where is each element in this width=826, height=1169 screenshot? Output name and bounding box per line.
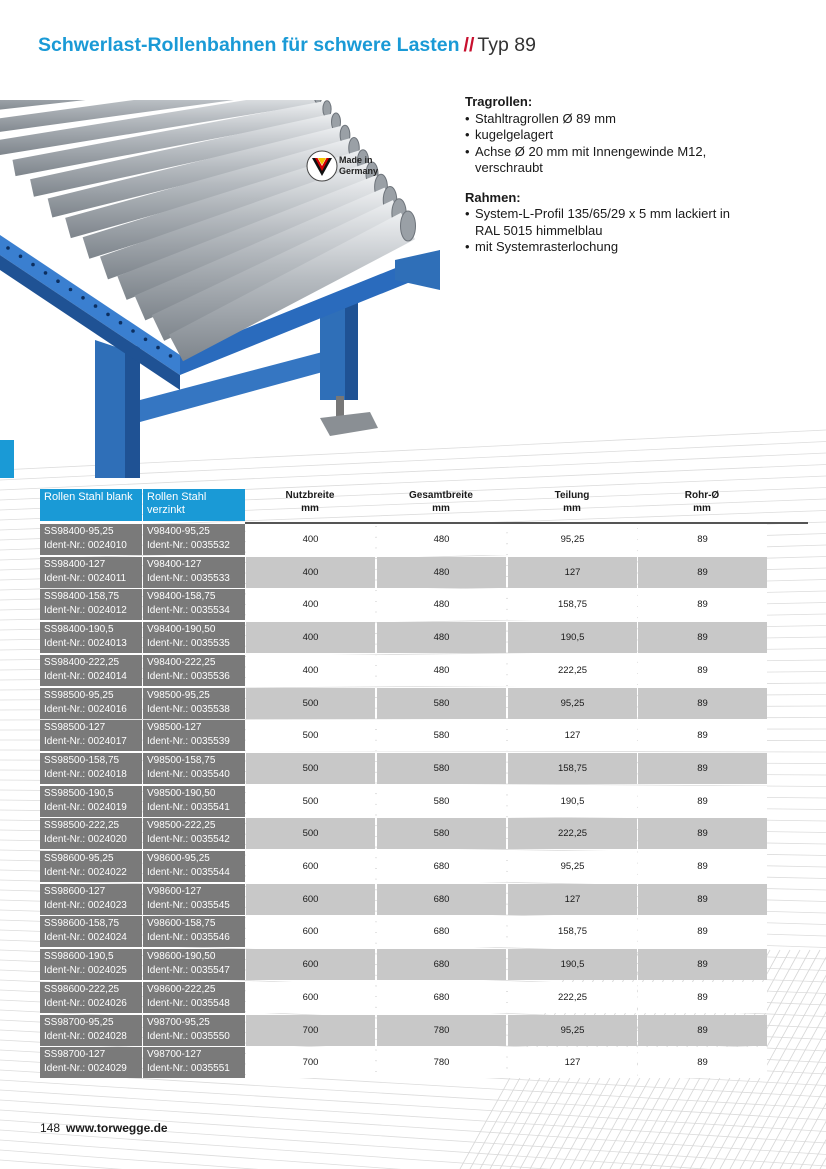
cell-rohr (638, 884, 767, 915)
cell-verzinkt-text: Ident-Nr.: 0035546 (147, 932, 230, 944)
cell-blank-text: SS98400-158,75 (44, 591, 120, 603)
rahmen-list (465, 206, 765, 256)
cell-gesamtbreite-text: 580 (433, 762, 450, 774)
cell-nutzbreite (246, 916, 375, 947)
cell-gesamtbreite (377, 1047, 506, 1078)
cell-blank (40, 753, 142, 784)
cell-gesamtbreite (377, 884, 506, 915)
cell-teilung (508, 557, 637, 588)
cell-verzinkt-text: Ident-Nr.: 0035547 (147, 965, 230, 977)
cell-verzinkt-text: V98600-222,25 (147, 983, 216, 995)
cell-nutzbreite-text: 400 (302, 632, 319, 644)
cell-verzinkt-text: V98500-158,75 (147, 754, 216, 766)
cell-verzinkt-text: Ident-Nr.: 0035535 (147, 638, 230, 650)
cell-rohr (638, 982, 767, 1013)
cell-nutzbreite (246, 982, 375, 1013)
cell-rohr (638, 949, 767, 980)
cell-nutzbreite-text: 700 (302, 1057, 319, 1069)
cell-gesamtbreite (377, 818, 506, 849)
cell-rohr (638, 818, 767, 849)
cell-teilung-text: 222,25 (557, 828, 588, 840)
cell-blank (40, 622, 142, 653)
cell-teilung (508, 818, 637, 849)
header-rollen-verzinkt: Rollen Stahl verzinkt (143, 489, 245, 521)
cell-blank (40, 589, 142, 620)
cell-teilung (508, 851, 637, 882)
cell-blank-text: Ident-Nr.: 0024029 (44, 1063, 127, 1075)
table-row (40, 884, 767, 915)
table-row (40, 655, 767, 686)
cell-nutzbreite-text: 400 (302, 566, 319, 578)
cell-teilung-text: 190,5 (560, 959, 585, 971)
cell-blank-text: Ident-Nr.: 0024022 (44, 867, 127, 878)
cell-verzinkt (143, 851, 245, 882)
cell-rohr (638, 753, 767, 784)
cell-blank-text: Ident-Nr.: 0024020 (44, 834, 127, 846)
badge-line-1: Made in (339, 155, 373, 165)
cell-nutzbreite (246, 688, 375, 719)
table-row (40, 851, 767, 882)
cell-blank-text: SS98600-127 (44, 885, 106, 897)
cell-blank-text: Ident-Nr.: 0024025 (44, 965, 127, 977)
cell-rohr-text: 89 (697, 1024, 708, 1036)
cell-blank-text: SS98500-127 (44, 722, 106, 734)
cell-teilung (508, 622, 637, 653)
cell-teilung-text: 95,25 (560, 1024, 585, 1036)
cell-blank-text: SS98400-95,25 (44, 526, 114, 537)
page-number: 148 (40, 1121, 61, 1135)
cell-rohr-text: 89 (697, 1057, 708, 1069)
cell-verzinkt (143, 557, 245, 588)
page-footer (40, 1121, 168, 1135)
cell-verzinkt-text: V98500-127 (147, 722, 202, 734)
cell-verzinkt-text: V98400-222,25 (147, 656, 216, 668)
cell-blank (40, 557, 142, 588)
cell-verzinkt-text: Ident-Nr.: 0035534 (147, 605, 230, 617)
cell-gesamtbreite (377, 589, 506, 620)
table-row (40, 753, 767, 784)
cell-nutzbreite-text: 600 (302, 861, 319, 872)
cell-verzinkt-text: Ident-Nr.: 0035551 (147, 1063, 230, 1075)
cell-nutzbreite (246, 851, 375, 882)
table-row (40, 916, 767, 947)
cell-teilung (508, 949, 637, 980)
cell-teilung-text: 95,25 (560, 861, 585, 872)
cell-blank-text: SS98500-95,25 (44, 689, 114, 701)
cell-teilung-text: 222,25 (557, 991, 588, 1003)
cell-rohr-text: 89 (697, 893, 708, 905)
spec-item: • System-L-Profil 135/65/29 x 5 mm lackiert in (465, 206, 765, 223)
table-row (40, 688, 767, 719)
header-rollen-blank: Rollen Stahl blank (40, 489, 142, 521)
cell-gesamtbreite-text: 680 (433, 959, 450, 971)
cell-verzinkt-text: V98600-95,25 (147, 853, 210, 864)
cell-gesamtbreite (377, 524, 506, 555)
table-row (40, 818, 767, 849)
cell-blank-text: Ident-Nr.: 0024028 (44, 1030, 127, 1042)
cell-rohr (638, 786, 767, 817)
cell-nutzbreite (246, 1047, 375, 1078)
cell-nutzbreite (246, 786, 375, 817)
cell-nutzbreite-text: 600 (302, 893, 319, 905)
cell-teilung-text: 127 (564, 1057, 581, 1069)
cell-blank (40, 884, 142, 915)
cell-nutzbreite-text: 600 (302, 926, 319, 938)
cell-verzinkt-text: Ident-Nr.: 0035545 (147, 899, 230, 911)
table-row (40, 524, 767, 555)
cell-gesamtbreite-text: 480 (433, 534, 450, 545)
cell-blank-text: Ident-Nr.: 0024010 (44, 540, 127, 551)
cell-verzinkt (143, 524, 245, 555)
cell-rohr-text: 89 (697, 861, 708, 872)
cell-verzinkt (143, 753, 245, 784)
cell-gesamtbreite (377, 982, 506, 1013)
table-row (40, 1015, 767, 1046)
cell-gesamtbreite-text: 480 (433, 599, 450, 611)
cell-gesamtbreite (377, 949, 506, 980)
side-color-tab (0, 440, 14, 478)
cell-verzinkt (143, 916, 245, 947)
cell-gesamtbreite-text: 480 (433, 566, 450, 578)
cell-blank-text: SS98600-158,75 (44, 918, 120, 930)
cell-verzinkt-text: V98400-158,75 (147, 591, 216, 603)
cell-teilung (508, 753, 637, 784)
cell-rohr-text: 89 (697, 566, 708, 578)
cell-nutzbreite (246, 1015, 375, 1046)
spec-item-continuation: verschraubt (475, 160, 543, 175)
cell-gesamtbreite-text: 680 (433, 926, 450, 938)
cell-verzinkt-text: Ident-Nr.: 0035540 (147, 768, 230, 780)
cell-teilung-text: 190,5 (560, 632, 585, 644)
table-row (40, 720, 767, 751)
cell-verzinkt-text: Ident-Nr.: 0035533 (147, 572, 230, 584)
cell-verzinkt-text: Ident-Nr.: 0035550 (147, 1030, 230, 1042)
cell-rohr (638, 916, 767, 947)
cell-verzinkt (143, 1015, 245, 1046)
cell-nutzbreite-text: 700 (302, 1024, 319, 1036)
cell-nutzbreite-text: 500 (302, 828, 319, 840)
made-in-germany-icon (306, 150, 338, 182)
cell-teilung-text: 127 (564, 730, 581, 742)
cell-blank (40, 655, 142, 686)
cell-verzinkt-text: V98400-127 (147, 558, 202, 570)
cell-verzinkt-text: V98600-127 (147, 885, 202, 897)
header-gesamtbreite: Gesamtbreite mm (409, 490, 473, 514)
cell-blank-text: Ident-Nr.: 0024012 (44, 605, 127, 617)
header-teilung: Teilung mm (554, 490, 590, 514)
cell-gesamtbreite-text: 680 (433, 991, 450, 1003)
cell-teilung (508, 720, 637, 751)
cell-gesamtbreite (377, 916, 506, 947)
cell-gesamtbreite (377, 851, 506, 882)
cell-nutzbreite-text: 500 (302, 795, 319, 807)
table-row (40, 622, 767, 653)
cell-blank-text: Ident-Nr.: 0024026 (44, 997, 127, 1009)
cell-teilung-text: 95,25 (560, 534, 585, 545)
spec-item: • Achse Ø 20 mm mit Innengewinde M12, (465, 144, 765, 161)
cell-gesamtbreite-text: 480 (433, 632, 450, 644)
cell-gesamtbreite-text: 580 (433, 730, 450, 742)
cell-rohr-text: 89 (697, 534, 708, 545)
cell-verzinkt-text: Ident-Nr.: 0035544 (147, 867, 230, 878)
cell-verzinkt-text: Ident-Nr.: 0035538 (147, 703, 230, 715)
cell-teilung (508, 1015, 637, 1046)
cell-rohr-text: 89 (697, 599, 708, 611)
cell-verzinkt-text: V98500-190,50 (147, 787, 216, 799)
cell-rohr-text: 89 (697, 762, 708, 774)
cell-blank-text: Ident-Nr.: 0024024 (44, 932, 127, 944)
cell-gesamtbreite-text: 580 (433, 828, 450, 840)
cell-verzinkt (143, 622, 245, 653)
cell-teilung-text: 190,5 (560, 795, 585, 807)
tragrollen-list (465, 111, 765, 177)
cell-verzinkt-text: Ident-Nr.: 0035536 (147, 670, 230, 682)
table-row (40, 557, 767, 588)
cell-nutzbreite (246, 720, 375, 751)
cell-gesamtbreite-text: 580 (433, 795, 450, 807)
cell-rohr (638, 655, 767, 686)
cell-nutzbreite (246, 949, 375, 980)
cell-rohr (638, 1047, 767, 1078)
cell-verzinkt-text: Ident-Nr.: 0035541 (147, 801, 230, 813)
spec-list (465, 94, 765, 269)
cell-verzinkt (143, 1047, 245, 1078)
website-link[interactable]: www.torwegge.de (66, 1121, 168, 1135)
cell-verzinkt-text: V98700-127 (147, 1049, 202, 1061)
cell-verzinkt-text: Ident-Nr.: 0035548 (147, 997, 230, 1009)
cell-verzinkt-text: V98500-95,25 (147, 689, 210, 701)
table-row (40, 786, 767, 817)
cell-gesamtbreite-text: 780 (433, 1024, 450, 1036)
cell-blank-text: SS98600-190,5 (44, 951, 114, 963)
cell-verzinkt-text: V98400-95,25 (147, 526, 210, 537)
cell-teilung (508, 688, 637, 719)
tragrollen-heading: Tragrollen: (465, 94, 533, 109)
cell-gesamtbreite (377, 1015, 506, 1046)
cell-teilung-text: 127 (564, 893, 581, 905)
cell-teilung-text: 127 (564, 566, 581, 578)
cell-nutzbreite-text: 500 (302, 697, 319, 709)
cell-blank-text: Ident-Nr.: 0024014 (44, 670, 127, 682)
cell-blank-text: Ident-Nr.: 0024016 (44, 703, 127, 715)
cell-verzinkt-text: V98400-190,50 (147, 624, 216, 636)
table-row (40, 949, 767, 980)
cell-nutzbreite (246, 622, 375, 653)
cell-verzinkt-text: V98600-190,50 (147, 951, 216, 963)
cell-rohr-text: 89 (697, 959, 708, 971)
cell-nutzbreite-text: 400 (302, 599, 319, 611)
cell-verzinkt (143, 949, 245, 980)
table-row (40, 982, 767, 1013)
cell-verzinkt (143, 688, 245, 719)
badge-line-2: Germany (339, 166, 379, 176)
spec-item: • Stahltragrollen Ø 89 mm (465, 111, 765, 128)
cell-teilung (508, 655, 637, 686)
cell-gesamtbreite (377, 655, 506, 686)
cell-teilung (508, 524, 637, 555)
cell-blank-text: Ident-Nr.: 0024023 (44, 899, 127, 911)
cell-nutzbreite-text: 400 (302, 534, 319, 545)
cell-gesamtbreite-text: 680 (433, 893, 450, 905)
cell-blank-text: SS98500-222,25 (44, 820, 120, 832)
cell-gesamtbreite (377, 688, 506, 719)
cell-verzinkt (143, 982, 245, 1013)
cell-blank (40, 982, 142, 1013)
cell-gesamtbreite (377, 622, 506, 653)
cell-gesamtbreite-text: 580 (433, 697, 450, 709)
cell-verzinkt-text: V98600-158,75 (147, 918, 216, 930)
cell-blank-text: Ident-Nr.: 0024011 (44, 572, 127, 584)
cell-rohr (638, 557, 767, 588)
cell-rohr-text: 89 (697, 632, 708, 644)
cell-teilung (508, 884, 637, 915)
cell-teilung (508, 786, 637, 817)
cell-blank (40, 524, 142, 555)
cell-gesamtbreite-text: 480 (433, 664, 450, 676)
cell-gesamtbreite (377, 557, 506, 588)
cell-blank (40, 786, 142, 817)
cell-blank-text: SS98600-222,25 (44, 983, 120, 995)
cell-nutzbreite (246, 589, 375, 620)
cell-nutzbreite (246, 557, 375, 588)
cell-rohr-text: 89 (697, 828, 708, 840)
table-row (40, 1047, 767, 1078)
table-row (40, 589, 767, 620)
cell-blank-text: SS98700-127 (44, 1049, 106, 1061)
cell-blank (40, 720, 142, 751)
spec-item: • mit Systemrasterlochung (465, 239, 765, 256)
cell-rohr-text: 89 (697, 730, 708, 742)
cell-nutzbreite-text: 500 (302, 730, 319, 742)
cell-rohr-text: 89 (697, 926, 708, 938)
cell-verzinkt (143, 655, 245, 686)
cell-rohr-text: 89 (697, 697, 708, 709)
cell-verzinkt (143, 884, 245, 915)
cell-rohr (638, 720, 767, 751)
cell-blank-text: SS98600-95,25 (44, 853, 114, 864)
cell-blank-text: SS98400-190,5 (44, 624, 114, 636)
cell-rohr-text: 89 (697, 664, 708, 676)
cell-nutzbreite-text: 600 (302, 991, 319, 1003)
cell-rohr-text: 89 (697, 795, 708, 807)
cell-rohr (638, 1015, 767, 1046)
cell-gesamtbreite-text: 780 (433, 1057, 450, 1069)
cell-rohr (638, 622, 767, 653)
cell-verzinkt-text: Ident-Nr.: 0035539 (147, 736, 230, 748)
cell-rohr (638, 524, 767, 555)
cell-rohr (638, 851, 767, 882)
cell-nutzbreite-text: 400 (302, 664, 319, 676)
cell-gesamtbreite-text: 680 (433, 861, 450, 872)
cell-verzinkt-text: Ident-Nr.: 0035532 (147, 540, 230, 551)
cell-nutzbreite (246, 884, 375, 915)
cell-blank-text: Ident-Nr.: 0024019 (44, 801, 127, 813)
header-nutzbreite: Nutzbreite mm (285, 490, 335, 514)
cell-teilung (508, 982, 637, 1013)
cell-teilung (508, 916, 637, 947)
cell-nutzbreite (246, 524, 375, 555)
header-rohr: Rohr-Ø mm (684, 490, 720, 514)
made-in-germany-badge (306, 150, 396, 186)
cell-blank-text: Ident-Nr.: 0024017 (44, 736, 127, 748)
cell-blank (40, 818, 142, 849)
page-title: Schwerlast-Rollenbahnen für schwere Lasten // Typ 89 (38, 34, 536, 56)
rahmen-heading: Rahmen: (465, 189, 521, 205)
spec-item-continuation: RAL 5015 himmelblau (475, 222, 603, 238)
cell-teilung (508, 1047, 637, 1078)
cell-nutzbreite-text: 500 (302, 762, 319, 774)
cell-teilung-text: 158,75 (557, 599, 588, 611)
cell-teilung-text: 158,75 (557, 762, 588, 774)
cell-nutzbreite (246, 753, 375, 784)
cell-blank (40, 688, 142, 719)
cell-teilung-text: 95,25 (560, 697, 585, 709)
cell-teilung-text: 222,25 (557, 664, 588, 676)
cell-gesamtbreite (377, 786, 506, 817)
cell-gesamtbreite (377, 753, 506, 784)
cell-blank-text: SS98700-95,25 (44, 1016, 114, 1028)
cell-verzinkt (143, 589, 245, 620)
cell-blank-text: SS98500-190,5 (44, 787, 114, 799)
cell-rohr-text: 89 (697, 991, 708, 1003)
cell-blank-text: Ident-Nr.: 0024018 (44, 768, 127, 780)
cell-rohr (638, 589, 767, 620)
cell-nutzbreite (246, 655, 375, 686)
cell-verzinkt-text: V98700-95,25 (147, 1016, 210, 1028)
spec-item: • kugelgelagert (465, 127, 765, 144)
cell-nutzbreite-text: 600 (302, 959, 319, 971)
cell-teilung (508, 589, 637, 620)
cell-rohr (638, 688, 767, 719)
cell-blank-text: SS98400-222,25 (44, 656, 120, 668)
cell-verzinkt-text: V98500-222,25 (147, 820, 216, 832)
cell-gesamtbreite (377, 720, 506, 751)
cell-nutzbreite (246, 818, 375, 849)
cell-verzinkt (143, 818, 245, 849)
cell-verzinkt-text: Ident-Nr.: 0035542 (147, 834, 230, 846)
cell-blank-text: SS98400-127 (44, 558, 106, 570)
cell-blank (40, 916, 142, 947)
cell-verzinkt (143, 786, 245, 817)
cell-blank (40, 1047, 142, 1078)
cell-blank (40, 851, 142, 882)
cell-blank (40, 1015, 142, 1046)
cell-teilung-text: 158,75 (557, 926, 588, 938)
cell-blank-text: Ident-Nr.: 0024013 (44, 638, 127, 650)
cell-verzinkt (143, 720, 245, 751)
cell-blank-text: SS98500-158,75 (44, 754, 120, 766)
cell-blank (40, 949, 142, 980)
